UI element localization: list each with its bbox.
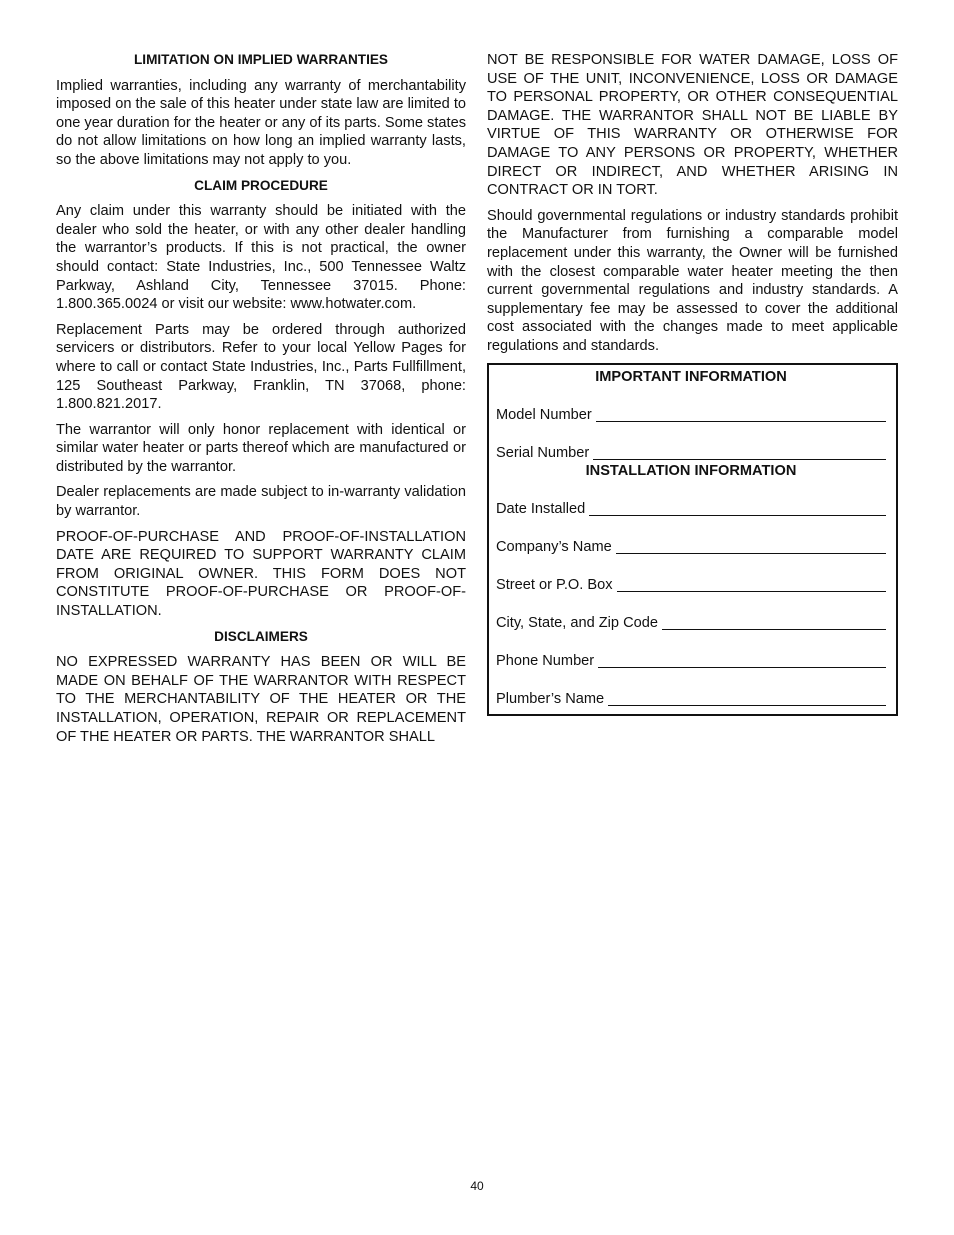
plumber-name-field[interactable] — [496, 690, 886, 708]
city-state-zip-blank[interactable] — [662, 615, 886, 630]
model-number-field[interactable] — [496, 406, 886, 424]
plumber-name-label: Plumber’s Name — [496, 690, 605, 707]
serial-number-field[interactable] — [496, 444, 886, 462]
city-state-zip-field[interactable] — [496, 614, 886, 632]
model-number-label: Model Number — [496, 406, 592, 423]
paragraph-governmental-regulations: Should governmental regulations or industry standards prohibit the Manufacturer from furnishing a comparable model replacement under this warranty, the Owner will be furnished with the closest comparable water heater meeting the then current governmental regulations and industry standards. A supplementary fee may be assessed to cover the additional cost associated with the changes made to meet applicable regulations and standards. — [487, 207, 898, 354]
model-number-blank[interactable] — [596, 407, 886, 422]
serial-number-label: Serial Number — [496, 444, 590, 461]
company-name-blank[interactable] — [616, 539, 886, 554]
heading-installation-information: INSTALLATION INFORMATION — [585, 462, 797, 479]
left-column — [56, 51, 466, 753]
paragraph-disclaimers-continued: NOT BE RESPONSIBLE FOR WATER DAMAGE, LOSS OF USE OF THE UNIT, INCONVENIENCE, LOSS OR DAMAGE TO PERSONAL PROPERTY, OR OTHER CONSEQUENTIAL DAMAGE. THE WARRANTOR SHALL NOT BE LIABLE BY VIRTUE OF THIS WARRANTY OR OTHERWISE FOR DAMAGE TO ANY PERSONS OR PROPERTY, WHETHER DIRECT OR INDIRECT, AND WHETHER ARISING IN CONTRACT OR IN TORT. — [487, 52, 898, 199]
phone-number-blank[interactable] — [598, 653, 886, 668]
heading-claim-procedure: CLAIM PROCEDURE — [194, 177, 328, 193]
right-column — [487, 51, 898, 716]
page-number: 40 — [470, 1179, 484, 1193]
street-blank[interactable] — [617, 577, 886, 592]
street-label: Street or P.O. Box — [496, 576, 613, 593]
paragraph-honor-replacement: The warrantor will only honor replacement with identical or similar water heater or parts thereof which are manufactured or distributed by the warrantor. — [56, 421, 466, 475]
date-installed-field[interactable] — [496, 500, 886, 518]
paragraph-proof-of-purchase: PROOF-OF-PURCHASE AND PROOF-OF-INSTALLATION DATE ARE REQUIRED TO SUPPORT WARRANTY CLAIM FROM ORIGINAL OWNER. THIS FORM DOES NOT CONSTITUTE PROOF-OF-PURCHASE OR PROOF-OF-INSTALLATION. — [56, 528, 466, 620]
heading-disclaimers: DISCLAIMERS — [214, 628, 308, 644]
paragraph-disclaimers: NO EXPRESSED WARRANTY HAS BEEN OR WILL BE MADE ON BEHALF OF THE WARRANTOR WITH RESPECT TO THE MERCHANTABILITY OF THE HEATER OR THE INSTALLATION, OPERATION, REPAIR OR REPLACEMENT OF THE HEATER OR PARTS. THE WARRANTOR SHALL — [56, 654, 466, 745]
company-name-label: Company’s Name — [496, 538, 612, 555]
paragraph-claim: Any claim under this warranty should be initiated with the dealer who sold the heater, or with any other dealer handling the warrantor’s products. If this is not practical, the owner should contact: State Industries, Inc., 500 Tennessee Waltz Parkway, Ashland City, Tennessee 37015. Phone: 1.800.365.0024 or visit our website: www.hotwater.com. — [56, 203, 466, 313]
phone-number-label: Phone Number — [496, 652, 595, 669]
date-installed-label: Date Installed — [496, 500, 586, 517]
paragraph-replacement-parts: Replacement Parts may be ordered through authorized servicers or distributors. Refer to your local Yellow Pages for where to call or contact State Industries, Inc., Parts Fullfillment, 125 Southeast Parkway, Franklin, TN 37068, phone: 1.800.821.2017. — [56, 321, 466, 413]
serial-number-blank[interactable] — [593, 445, 886, 460]
date-installed-blank[interactable] — [589, 501, 886, 516]
plumber-name-blank[interactable] — [608, 691, 886, 706]
information-form-box — [487, 363, 898, 716]
heading-limitation: LIMITATION ON IMPLIED WARRANTIES — [134, 52, 388, 67]
heading-important-information: IMPORTANT INFORMATION — [595, 368, 787, 385]
paragraph-dealer-replacements: Dealer replacements are made subject to in-warranty validation by warrantor. — [56, 484, 466, 520]
phone-number-field[interactable] — [496, 652, 886, 670]
city-state-zip-label: City, State, and Zip Code — [496, 614, 658, 631]
street-field[interactable] — [496, 576, 886, 594]
paragraph-implied-warranties: Implied warranties, including any warranty of merchantability imposed on the sale of this heater under state law are limited to one year duration for the heater or any of its parts. Some states do not allow limitations on how long an implied warranty lasts, so the above limitations may not apply to you. — [56, 77, 466, 168]
company-name-field[interactable] — [496, 538, 886, 556]
